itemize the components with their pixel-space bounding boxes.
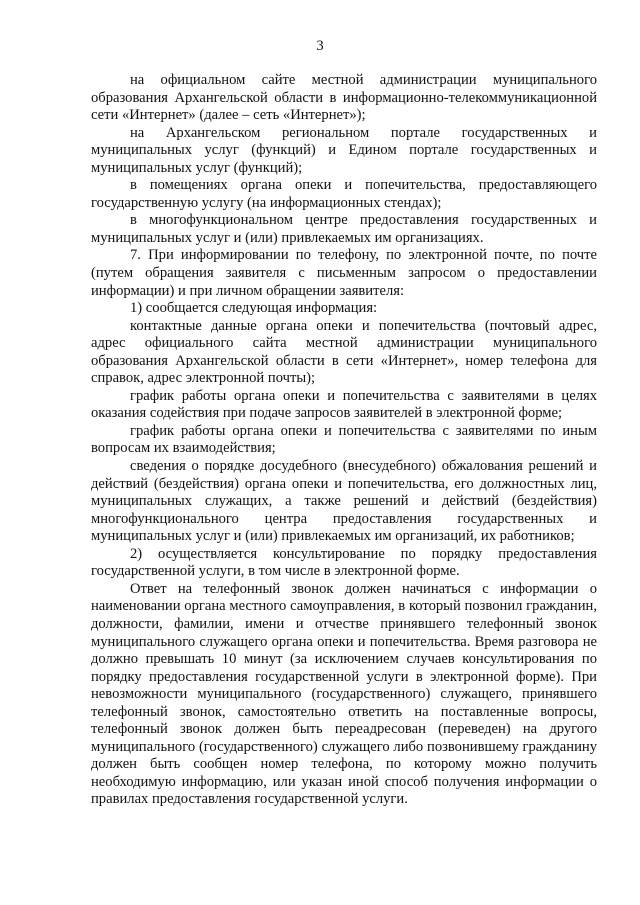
paragraph-appeal-procedure: сведения о порядке досудебного (внесудебного) обжалования решений и действий (бездействия) органа опеки и попечительства, его должностных лиц, муниципальных служащих, а также решений и действий (бездействия) многофункционального центра предоставления государственных и муниципальных услуг и (или) привлекаемых им организаций, их работников; [91,458,597,545]
paragraph-contact-data: контактные данные органа опеки и попечительства (почтовый адрес, адрес официального сайта местной администрации муниципального образования Архангельской области в сети «Интернет», номер телефона для справок, адрес электронной почты); [91,317,597,387]
paragraph-regional-portal: на Архангельском региональном портале государственных и муниципальных услуг (функций) и Едином портале государственных и муниципальных услуг (функций); [91,124,597,176]
paragraph-item-7: 7. При информировании по телефону, по электронной почте, по почте (путем обращения заявителя с письменным запросом о предоставлении информации) и при личном обращении заявителя: [91,247,597,299]
document-body [91,72,597,809]
paragraph-mfc: в многофункциональном центре предоставления государственных и муниципальных услуг и (или) привлекаемых им организациях. [91,212,597,246]
paragraph-subitem-2: 2) осуществляется консультирование по порядку предоставления государственной услуги, в том числе в электронной форме. [91,545,597,580]
paragraph-phone-answer: Ответ на телефонный звонок должен начинаться с информации о наименовании органа местного самоуправления, в который позвонил гражданин, должности, фамилии, имени и отчестве принявшего телефонный звонок муниципального служащего органа опеки и попечительства. Время разговора не должно превышать 10 минут (за исключением случаев консультирования по порядку предоставления государственной услуги в электронной форме). При невозможности муниципального (государственного) служащего, принявшего телефонный звонок, самостоятельно ответить на поставленные вопросы, телефонный звонок должен быть переадресован (переведен) на другого муниципального (государственного) служащего либо позвонившему гражданину должен быть сообщен номер телефона, по которому можно получить необходимую информацию, или указан иной способ получения информации о правилах предоставления государственной услуги. [91,580,597,808]
paragraph-subitem-1: 1) сообщается следующая информация: [130,300,378,317]
paragraph-info-stands: в помещениях органа опеки и попечительства, предоставляющего государственную услугу (на информационных стендах); [91,177,597,211]
paragraph-official-site: на официальном сайте местной администрации муниципального образования Архангельской области в информационно-телекоммуникационной сети «Интернет» (далее – сеть «Интернет»); [91,72,597,124]
paragraph-schedule-other: график работы органа опеки и попечительства с заявителями по иным вопросам их взаимодействия; [91,422,597,457]
page-number: 3 [316,38,324,54]
paragraph-schedule-electronic: график работы органа опеки и попечительства с заявителями в целях оказания содействия при подаче запросов заявителей в электронной форме; [91,387,597,422]
